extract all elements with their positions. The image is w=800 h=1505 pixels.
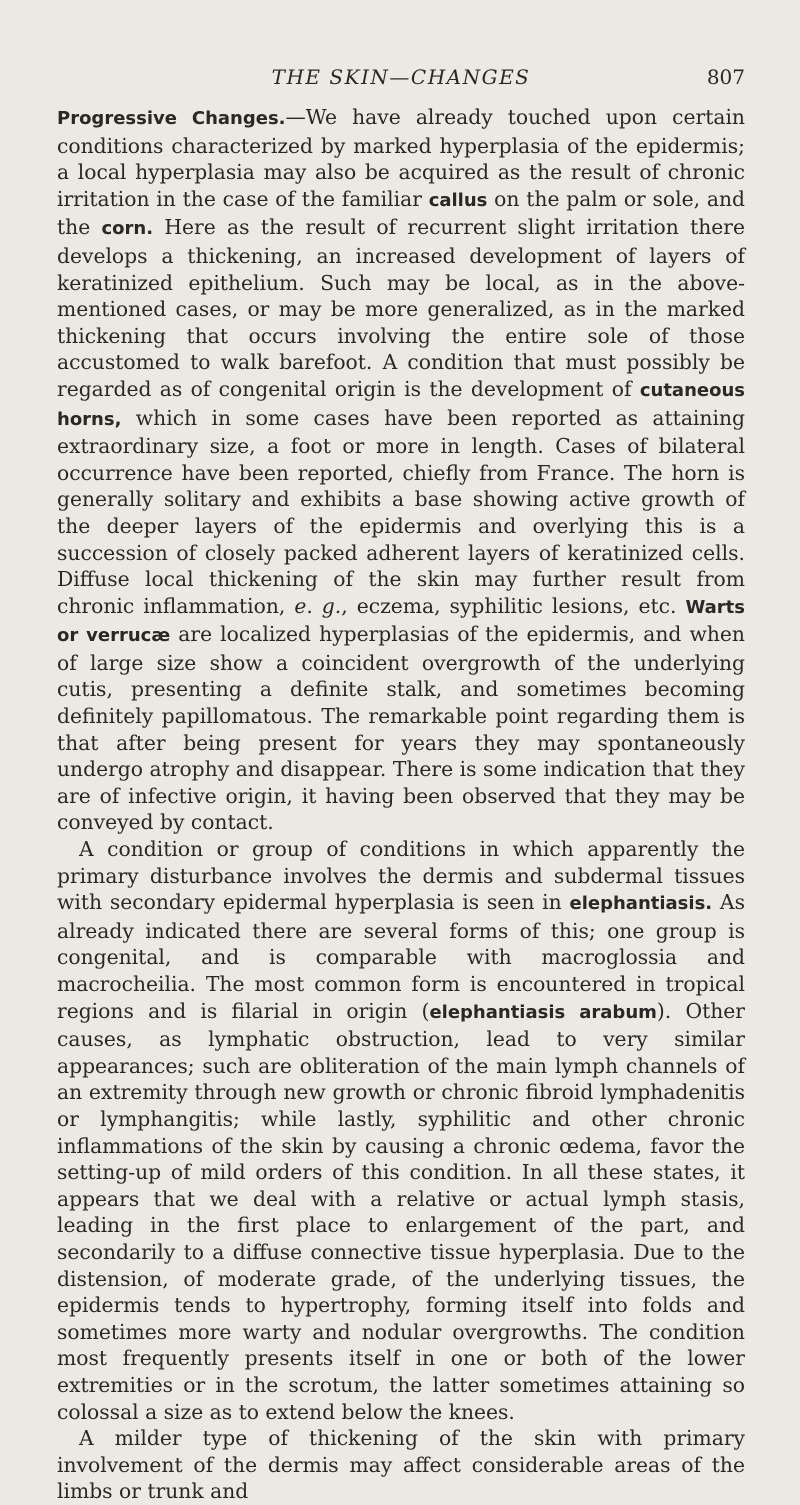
text-run: A milder type of thickening of the skin with primary involvement of the dermis may affect considerable areas of the limbs or trunk and	[57, 1426, 745, 1504]
term-cutaneous-horns: cutaneous horns,	[57, 379, 745, 430]
italic-eg: e. g.	[294, 593, 342, 618]
page-number: 807	[706, 65, 745, 89]
term-corn: corn.	[101, 218, 154, 240]
text-run: , eczema, syphilitic lesions, etc.	[341, 593, 686, 618]
text-run: Here as the result of recurrent slight irritation there develops a thickening, an increased development of layers of keratinized epithelium. Such may be local, as in the above-mentioned cases, or may be more generalized, as in the marked thickening that occurs involving the entire sole of those accustomed to walk barefoot. A condition that must possibly be regarded as of congenital origin is the development of	[57, 215, 745, 401]
paragraph-progressive-changes	[57, 104, 745, 836]
text-run: —We have already touched upon certain conditions characterized by marked hyperplasia of the epidermis; a local hyperplasia may also be acquired as the result of chronic irritation in the case of the familiar	[57, 105, 745, 211]
text-run: As already indicated there are several forms of this; one group is congenital, and is comparable with macroglossia and macrocheilia. The most common form is encountered in tropical regions and is filarial in origin (	[57, 890, 745, 1023]
paragraph-elephantiasis	[57, 836, 745, 1425]
text-run: which in some cases have been reported as attaining extraordinary size, a foot or more in length. Cases of bilateral occurrence have been reported, chiefly from France. The horn is generally solitary and exhibits a base showing active growth of the deeper layers of the epidermis and overlying this is a succession of closely packed adherent layers of keratinized cells. Diffuse local thickening of the skin may further result from chronic inflammation,	[57, 405, 745, 618]
text-run: are localized hyperplasias of the epidermis, and when of large size show a coincident overgrowth of the underlying cutis, presenting a definite stalk, and sometimes becoming definitely papillomatous. The remarkable point regarding them is that after being present for years they may spontaneously undergo atrophy and disappear. There is some indication that they are of infective origin, it having been observed that they may be conveyed by contact.	[57, 622, 745, 835]
term-callus: callus	[428, 189, 488, 211]
text-run: on the palm or sole, and the	[57, 186, 745, 240]
term-elephantiasis-arabum: elephantiasis arabum	[429, 1001, 657, 1023]
term-elephantiasis: elephantiasis.	[569, 893, 713, 915]
text-run: A condition or group of conditions in which apparently the primary disturbance involves the dermis and subdermal tissues with secondary epidermal hyperplasia is seen in	[57, 837, 745, 915]
running-title: THE SKIN—CHANGES	[271, 65, 531, 89]
running-head	[57, 64, 745, 104]
term-warts: Warts or verrucæ	[57, 596, 745, 647]
paragraph-milder-type	[57, 1425, 745, 1505]
section-heading: Progressive Changes.	[57, 108, 286, 129]
text-run: ). Other causes, as lymphatic obstruction, lead to very similar appearances; such are obliteration of the main lymph channels of an extremity through new growth or chronic fibroid lymphadenitis or lymphangitis; while lastly, syphilitic and other chronic inflammations of the skin by causing a chronic œdema, favor the setting-up of mild orders of this condition. In all these states, it appears that we deal with a relative or actual lymph stasis, leading in the first place to enlargement of the part, and secondarily to a diffuse connective tissue hyperplasia. Due to the distension, of moderate grade, of the underlying tissues, the epidermis tends to hypertrophy, forming itself into folds and sometimes more warty and nodular overgrowths. The condition most frequently presents itself in one or both of the lower extremities or in the scrotum, the latter sometimes attaining so colossal a size as to extend below the knees.	[57, 998, 746, 1424]
